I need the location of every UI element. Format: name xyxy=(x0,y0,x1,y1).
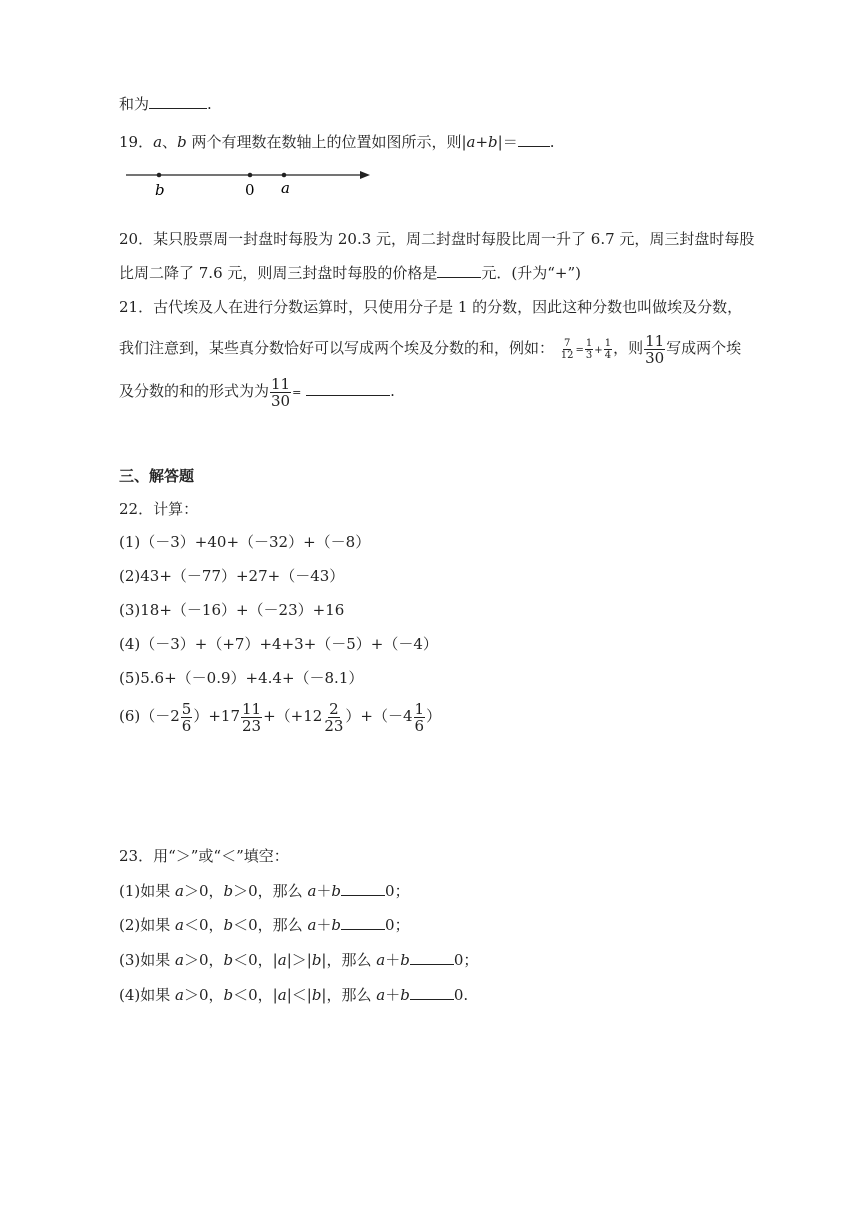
period: . xyxy=(207,95,212,113)
var-b: b xyxy=(177,133,187,151)
var-a: a xyxy=(466,133,476,151)
fraction-1-3 xyxy=(585,338,593,361)
question-text: 比周二降了 7.6 元，则周三封盘时每股的价格是 xyxy=(119,264,438,282)
expr-text: ）+17 xyxy=(193,707,240,725)
question-20-line-2 xyxy=(119,262,581,283)
denominator: 6 xyxy=(414,716,425,735)
item-text: (4)如果 xyxy=(119,986,176,1004)
plus-sign: ＋ xyxy=(385,986,401,1004)
denominator: 4 xyxy=(604,349,612,361)
fraction-1-6 xyxy=(414,701,426,734)
numerator: 1 xyxy=(604,337,612,349)
denominator: 12 xyxy=(560,349,574,361)
plus-sign: + xyxy=(594,345,603,356)
item-text: ＜0，| xyxy=(233,951,278,969)
fraction-7-12 xyxy=(560,338,575,361)
var-b: b xyxy=(331,882,342,900)
var-b: b xyxy=(488,133,498,151)
question-23-title: 23．用“＞”或“＜”填空： xyxy=(119,847,289,865)
numerator: 11 xyxy=(271,374,291,393)
q23-item-1 xyxy=(119,880,410,901)
expr-text: (6)（－2 xyxy=(119,707,180,725)
label-0: 0 xyxy=(245,181,255,199)
question-text: ，则 xyxy=(613,339,644,357)
period: . xyxy=(390,382,395,400)
var-b: b xyxy=(331,916,342,934)
point-a xyxy=(282,173,287,178)
q18-tail-text: 和为 xyxy=(119,95,150,113)
numerator: 5 xyxy=(181,699,192,718)
var-a: a xyxy=(175,882,184,900)
question-19 xyxy=(119,131,554,152)
numerator: 1 xyxy=(414,699,425,718)
numerator: 7 xyxy=(563,337,571,349)
q23-item-2 xyxy=(119,914,410,935)
var-b: b xyxy=(223,951,234,969)
fraction-2-23 xyxy=(323,701,344,734)
question-text-tail: 元．(升为“+”) xyxy=(481,264,582,282)
var-b: b xyxy=(311,986,322,1004)
number-line-arrow xyxy=(360,171,370,179)
question-text: 我们注意到，某些真分数恰好可以写成两个埃及分数的和，例如： xyxy=(119,339,555,357)
denominator: 30 xyxy=(645,348,665,367)
fraction-1-4 xyxy=(604,338,612,361)
fraction-11-30 xyxy=(644,333,665,366)
question-text-tail: |＝ xyxy=(497,133,518,151)
answer-blank xyxy=(341,914,385,930)
answer-blank xyxy=(149,93,207,109)
q23-item-3 xyxy=(119,949,478,970)
question-22-title: 22．计算： xyxy=(119,500,199,518)
q18-tail-line xyxy=(119,93,212,114)
var-b: b xyxy=(400,951,410,969)
equals-sign: = xyxy=(292,386,302,399)
item-text: ＜0， xyxy=(183,916,224,934)
answer-blank xyxy=(518,131,550,147)
period: . xyxy=(549,133,555,151)
denominator: 6 xyxy=(181,716,192,735)
plus-sign: ＋ xyxy=(316,916,332,934)
expr-text: ） xyxy=(426,707,442,725)
answer-blank xyxy=(410,984,454,1000)
item-text: 0； xyxy=(453,951,479,969)
item-text: 0. xyxy=(453,986,469,1004)
point-0 xyxy=(248,173,253,178)
label-b: b xyxy=(155,181,165,199)
numerator: 2 xyxy=(329,699,339,718)
item-text: ＞0，那么 xyxy=(233,882,308,900)
var-b: b xyxy=(311,951,322,969)
var-a: a xyxy=(307,882,317,900)
var-a: a xyxy=(175,916,184,934)
q22-part-5: (5)5.6+（－0.9）+4.4+（－8.1） xyxy=(119,669,364,687)
var-a: a xyxy=(307,916,317,934)
section-heading: 三、解答题 xyxy=(119,467,195,485)
fraction-11-30 xyxy=(270,376,291,409)
q22-part-1: (1)（－3）+40+（－32）+（－8） xyxy=(119,533,371,551)
denominator: 30 xyxy=(271,391,291,410)
var-b: b xyxy=(223,916,234,934)
expr-text: ）+（－4 xyxy=(345,707,413,725)
item-text: (2)如果 xyxy=(119,916,176,934)
question-text: 两个有理数在数轴上的位置如图所示，则| xyxy=(186,133,467,151)
item-text: 0； xyxy=(385,916,410,934)
item-text: |＞| xyxy=(286,951,312,969)
denominator: 23 xyxy=(324,716,344,735)
question-text: 及分数的和的形式为为 xyxy=(119,382,270,400)
numerator: 11 xyxy=(242,699,262,718)
var-b: b xyxy=(223,986,234,1004)
item-text: ＜0，| xyxy=(233,986,278,1004)
denominator: 23 xyxy=(242,716,262,735)
var-b: b xyxy=(400,986,410,1004)
question-21-line-1 xyxy=(119,297,742,317)
answer-blank xyxy=(410,949,454,965)
plus-sign: + xyxy=(475,133,489,151)
var-a: a xyxy=(376,951,386,969)
answer-blank xyxy=(341,880,385,896)
item-text: |＜| xyxy=(286,986,312,1004)
var-a: a xyxy=(277,951,287,969)
item-text: 0； xyxy=(385,882,410,900)
item-text: (1)如果 xyxy=(119,882,176,900)
question-21-line-2 xyxy=(119,331,741,368)
var-a: a xyxy=(376,986,386,1004)
question-text: 写成两个埃 xyxy=(666,339,742,357)
answer-blank xyxy=(437,262,481,278)
point-b xyxy=(157,173,162,178)
expr-text: +（+12 xyxy=(263,707,323,725)
q23-item-4 xyxy=(119,984,468,1005)
fraction-11-23 xyxy=(241,701,262,734)
question-text: 21．古代埃及人在进行分数运算时，只使用分子是 1 的分数，因此这种分数也叫做埃及分数， xyxy=(119,298,743,316)
numerator: 1 xyxy=(585,337,593,349)
question-number: 19． xyxy=(119,133,154,151)
label-a: a xyxy=(281,179,290,197)
plus-sign: ＋ xyxy=(385,951,401,969)
question-20-line-1 xyxy=(119,229,754,249)
q22-part-6 xyxy=(119,698,441,734)
number-line-figure xyxy=(126,166,376,200)
var-b: b xyxy=(223,882,234,900)
question-21-line-3 xyxy=(119,373,395,411)
item-text: (3)如果 xyxy=(119,951,176,969)
plus-sign: ＋ xyxy=(316,882,332,900)
denominator: 3 xyxy=(585,349,593,361)
var-a: a xyxy=(175,951,184,969)
var-a: a xyxy=(175,986,184,1004)
var-a: a xyxy=(277,986,287,1004)
separator: 、 xyxy=(162,133,178,151)
question-text: 20．某只股票周一封盘时每股为 20.3 元，周二封盘时每股比周一升了 6.7 元，周三封盘时每股 xyxy=(119,230,755,248)
fraction-5-6 xyxy=(181,701,193,734)
item-text: ＞0， xyxy=(183,986,224,1004)
item-text: |，那么 xyxy=(321,951,377,969)
item-text: ＞0， xyxy=(183,882,224,900)
answer-blank xyxy=(306,380,390,396)
item-text: ＞0， xyxy=(183,951,224,969)
q22-part-2: (2)43+（－77）+27+（－43） xyxy=(119,567,345,585)
q22-part-4: (4)（－3）+（+7）+4+3+（－5）+（－4） xyxy=(119,635,438,653)
q22-part-3: (3)18+（－16）+（－23）+16 xyxy=(119,601,345,619)
item-text: ＜0，那么 xyxy=(233,916,308,934)
numerator: 11 xyxy=(645,331,665,350)
var-a: a xyxy=(153,133,163,151)
equals-sign: = xyxy=(575,345,584,356)
item-text: |，那么 xyxy=(321,986,377,1004)
